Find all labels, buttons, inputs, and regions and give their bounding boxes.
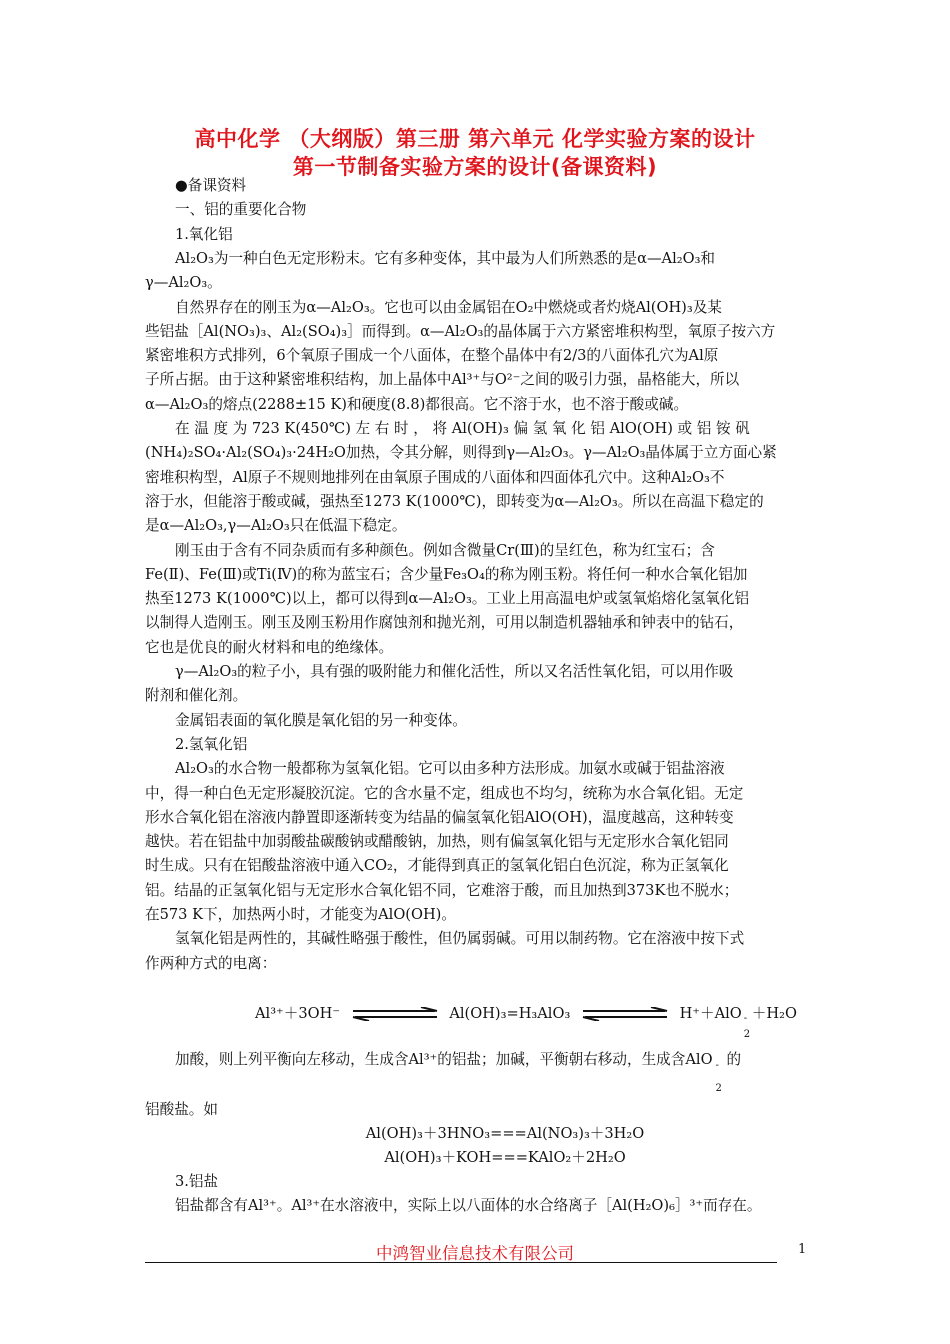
text-line: 时生成。只有在铝酸盐溶液中通入CO₂，才能得到真正的氢氧化铝白色沉淀，称为正氢氧化 xyxy=(145,857,729,875)
text-line: 在 温 度 为 723 K(450℃) 左 右 时 ， 将 Al(OH)₃ 偏 氢 氧 化 铝 AlO(OH) 或 铝 铵 矾 xyxy=(175,420,750,437)
text-line: 附剂和催化剂。 xyxy=(145,687,248,705)
text-line-after-ionization: 加酸，则上列平衡向左移动，生成含Al³⁺的铝盐；加碱，平衡朝右移动，生成含AlO - 2 的 xyxy=(175,1051,742,1094)
text-line: 形水合氧化铝在溶液内静置即逐渐转变为结晶的偏氢氧化铝AlO(OH)，温度越高，这种转变 xyxy=(145,808,734,826)
text-line: 自然界存在的刚玉为α—Al₂O₃。它也可以由金属铝在O₂中燃烧或者灼烧Al(OH)₃及某 xyxy=(175,298,722,316)
text-line: Fe(Ⅱ)、Fe(Ⅲ)或Ti(Ⅳ)的称为蓝宝石；含少量Fe₃O₄的称为刚玉粉。将任何一种水合氧化铝加 xyxy=(145,565,748,583)
section-heading: 一、铝的重要化合物 xyxy=(175,201,307,219)
section-label: ●备课资料 xyxy=(175,177,247,194)
text-line: 紧密堆积方式排列，6个氧原子围成一个八面体，在整个晶体中有2/3的八面体孔穴为Al原 xyxy=(145,347,719,365)
equation-2: Al(OH)₃＋KOH===KAlO₂＋2H₂O xyxy=(384,1149,626,1166)
text-line: 以制得人造刚玉。刚玉及刚玉粉用作腐蚀剂和抛光剂，可用以制造机器轴承和钟表中的钻石， xyxy=(145,614,744,632)
text-line: 刚玉由于含有不同杂质而有多种颜色。例如含微量Cr(Ⅲ)的呈红色，称为红宝石；含 xyxy=(175,541,715,559)
ionization-right: H⁺＋AlO - 2 ＋H₂O xyxy=(679,1005,797,1040)
text-line: 中，得一种白色无定形凝胶沉淀。它的含水量不定，组成也不均匀，统称为水合氧化铝。无定 xyxy=(145,784,744,802)
text-line: 铝盐都含有Al³⁺。Al³⁺在水溶液中，实际上以八面体的水合络离子［Al(H₂O)₆］³⁺而存在。 xyxy=(175,1197,762,1214)
text-line: 子所占据。由于这种紧密堆积结构，加上晶体中Al³⁺与O²⁻之间的吸引力强，晶格能大，所以 xyxy=(145,371,740,389)
footer-company: 中鸿智业信息技术有限公司 xyxy=(376,1244,574,1263)
text-line: α—Al₂O₃的熔点(2288±15 K)和硬度(8.8)都很高。它不溶于水，也不溶于酸或碱。 xyxy=(145,395,689,413)
section-heading-aluminum-salts: 3.铝盐 xyxy=(175,1173,219,1190)
text-line: γ—Al₂O₃。 xyxy=(145,274,222,292)
text-line: 溶于水，但能溶于酸或碱，强热至1273 K(1000℃)，即转变为α—Al₂O₃。所以在高温下稳定的 xyxy=(145,492,764,510)
text-line: 金属铝表面的氧化膜是氧化铝的另一种变体。 xyxy=(175,711,467,729)
text-line: 密堆积构型，Al原子不规则地排列在由氧原子围成的八面体和四面体孔穴中。这种Al₂O₃不 xyxy=(145,468,725,486)
text-line: Al₂O₃为一种白色无定形粉末。它有多种变体，其中最为人们所熟悉的是α—Al₂O₃和 xyxy=(175,249,716,267)
text-line: (NH₄)₂SO₄·Al₂(SO₄)₃·24H₂O加热，令其分解，则得到γ—Al₂O₃。γ—Al₂O₃晶体属于立方面心紧 xyxy=(145,444,777,462)
footer-divider xyxy=(145,1262,777,1263)
title-line-2: 第一节制备实验方案的设计(备课资料) xyxy=(292,155,658,179)
text-line: γ—Al₂O₃的粒子小，具有强的吸附能力和催化活性，所以又名活性氧化铝，可以用作吸 xyxy=(175,663,734,680)
equilibrium-arrow-icon xyxy=(581,1007,669,1021)
text-line: 2.氢氧化铝 xyxy=(175,735,248,753)
ionization-left: Al³⁺＋3OH⁻ xyxy=(255,1005,341,1022)
title-line-1: 高中化学 （大纲版）第三册 第六单元 化学实验方案的设计 xyxy=(194,127,756,151)
text-line: 铝酸盐。如 xyxy=(145,1101,218,1118)
text-line: 些铝盐［Al(NO₃)₃、Al₂(SO₄)₃］而得到。α—Al₂O₃的晶体属于六方紧密堆积构型，氧原子按六方 xyxy=(145,322,776,340)
text-line: 铝。结晶的正氢氧化铝与无定形水合氧化铝不同，它难溶于酸，而且加热到373K也不脱水； xyxy=(145,881,739,899)
ionization-equation xyxy=(255,1003,797,1040)
text-line: 作两种方式的电离： xyxy=(145,954,277,972)
text-line: 它也是优良的耐火材料和电的绝缘体。 xyxy=(145,638,394,656)
equilibrium-arrow-icon xyxy=(351,1007,439,1021)
page-number: 1 xyxy=(798,1242,807,1257)
text-line: 在573 K下，加热两小时，才能变为AlO(OH)。 xyxy=(145,906,456,923)
text-line: 1.氧化铝 xyxy=(175,225,233,243)
text-line: 越快。若在铝盐中加弱酸盐碳酸钠或醋酸钠，加热，则有偏氢氧化铝与无定形水合氧化铝同 xyxy=(145,833,729,851)
text-line: Al₂O₃的水合物一般都称为氢氧化铝。它可以由多种方法形成。加氨水或碱于铝盐溶液 xyxy=(175,760,725,778)
text-line: 热至1273 K(1000℃)以上，都可以得到α—Al₂O₃。工业上用高温电炉或氢氧焰熔化氢氧化铝 xyxy=(145,590,750,608)
text-line: 是α—Al₂O₃,γ—Al₂O₃只在低温下稳定。 xyxy=(145,517,407,535)
text-line: 氢氧化铝是两性的，其碱性略强于酸性，但仍属弱碱。可用以制药物。它在溶液中按下式 xyxy=(175,930,745,948)
equation-1: Al(OH)₃＋3HNO₃===Al(NO₃)₃＋3H₂O xyxy=(365,1125,645,1142)
ionization-middle: Al(OH)₃=H₃AlO₃ xyxy=(449,1005,571,1022)
